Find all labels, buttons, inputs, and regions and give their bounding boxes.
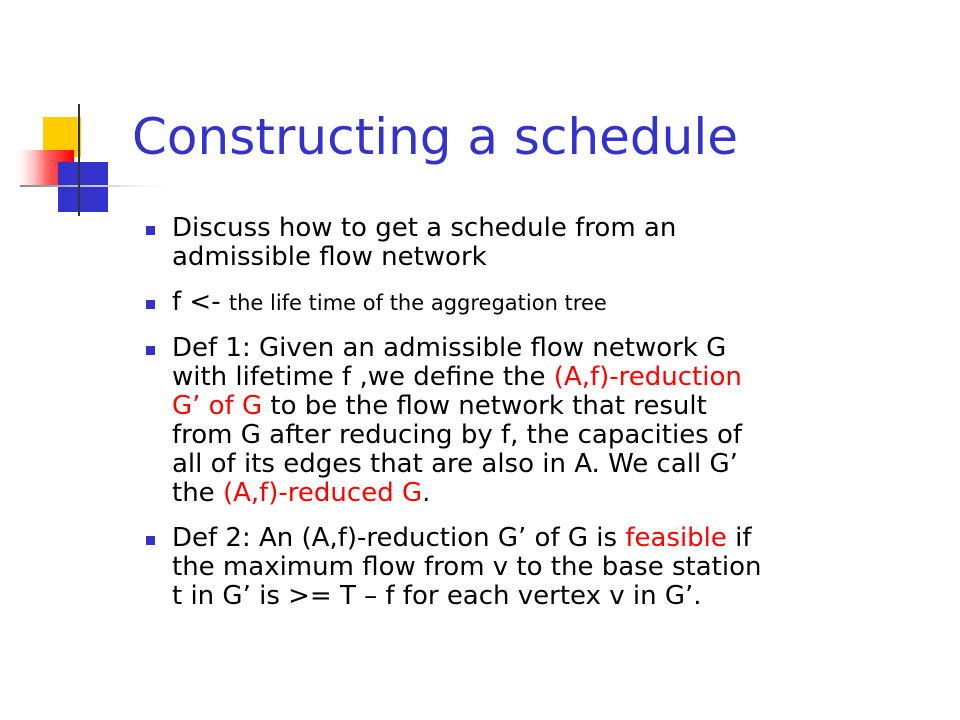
bullet-text: admissible flow network — [172, 242, 487, 272]
bullet-marker — [146, 536, 155, 545]
bullet-text: Def 2: An (A,f)-reduction G’ of G is — [172, 523, 626, 553]
bullet-discuss — [146, 214, 926, 272]
bullet-text: with lifetime f ,we define the — [172, 362, 554, 392]
bullet-text: all of its edges that are also in A. We call G’ — [172, 449, 738, 479]
bullet-line — [172, 334, 926, 363]
bullet-line — [172, 392, 926, 421]
bullet-line — [172, 524, 926, 553]
bullet-line — [172, 450, 926, 479]
bullet-line — [172, 214, 926, 243]
bullet-marker — [146, 226, 155, 235]
bullet-line — [172, 363, 926, 392]
bullet-def-1 — [146, 334, 926, 508]
highlight-term: (A,f)-reduction — [553, 362, 742, 392]
bullet-text: from G after reducing by f, the capacities of — [172, 420, 743, 450]
bullet-text: Discuss how to get a schedule from an — [172, 213, 677, 243]
lifetime-symbol: f <- — [172, 287, 229, 317]
bullet-text: . — [422, 478, 431, 508]
bullet-text: the — [172, 478, 223, 508]
bullet-text: to be the flow network that result — [262, 391, 707, 421]
bullet-marker — [146, 300, 155, 309]
highlight-term: feasible — [625, 523, 727, 553]
bullet-text: Def 1: Given an admissible flow network G — [172, 333, 727, 363]
slide-title: Constructing a schedule — [132, 108, 739, 166]
bullet-line — [172, 243, 926, 272]
bullet-def-2 — [146, 524, 926, 611]
bullet-text: if — [726, 523, 752, 553]
bullet-text: t in G’ is >= T – f for each vertex v in G’. — [172, 581, 702, 611]
bullet-line — [172, 288, 926, 318]
bullet-marker — [146, 346, 155, 355]
bullet-list — [146, 214, 926, 627]
logo-vertical-line — [78, 104, 80, 216]
bullet-text: the maximum flow from v to the base station — [172, 552, 762, 582]
bullet-lifetime — [146, 288, 926, 318]
bullet-line — [172, 582, 926, 611]
bullet-line — [172, 421, 926, 450]
bullet-line — [172, 479, 926, 508]
bullet-line — [172, 553, 926, 582]
lifetime-description: the life time of the aggregation tree — [228, 291, 607, 315]
logo-horizontal-line — [20, 185, 180, 187]
highlight-term: (A,f)-reduced G — [222, 478, 423, 508]
highlight-term: G’ of G — [172, 391, 263, 421]
